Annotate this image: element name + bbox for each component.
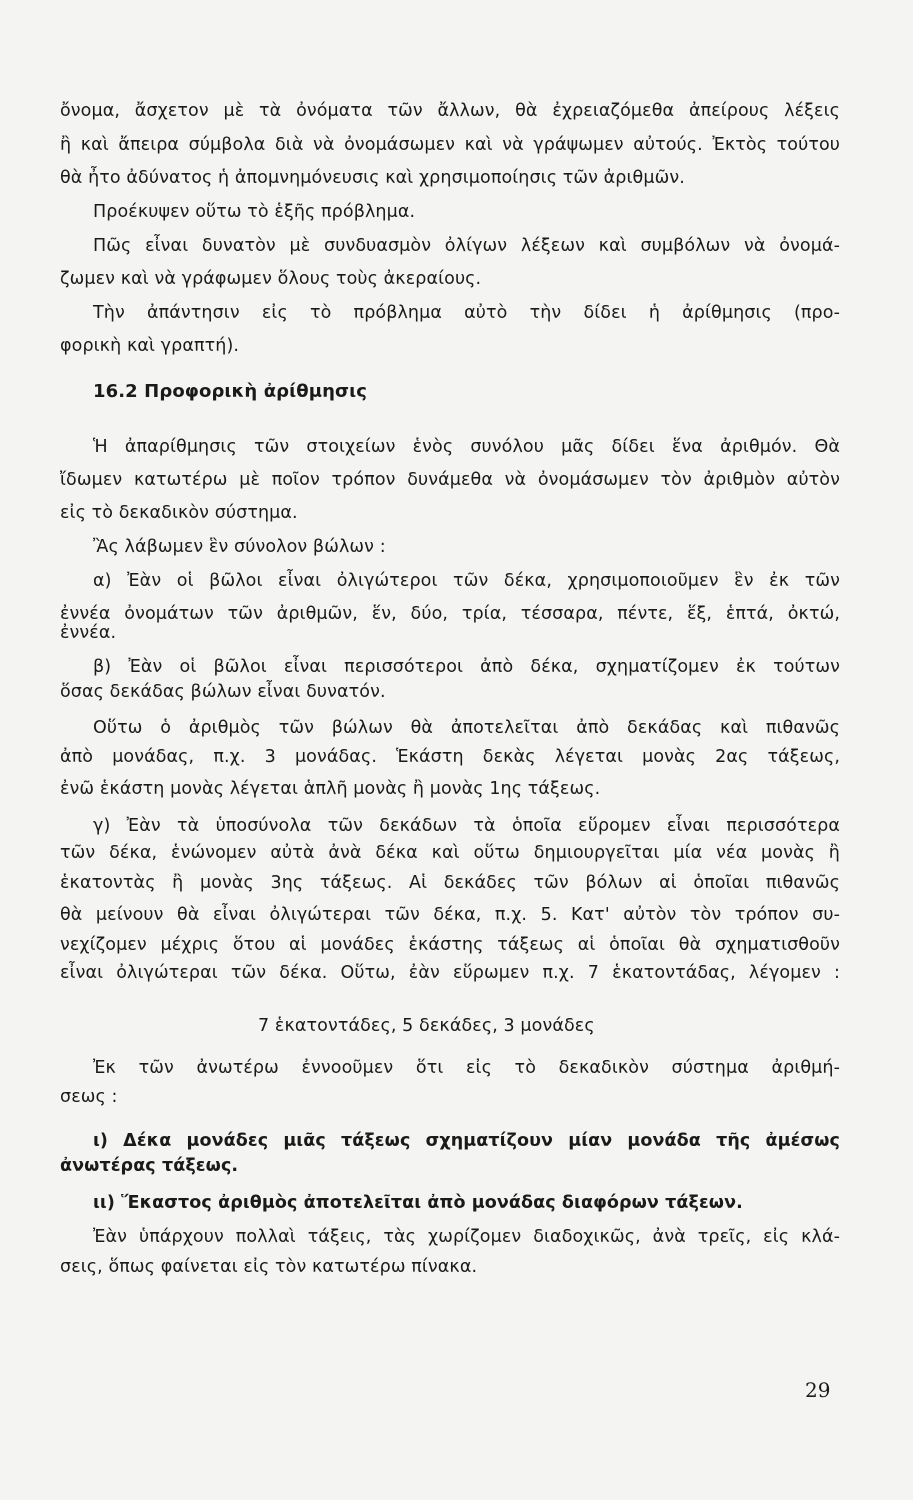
rule-line: ιι) Ἕκαστος ἀριθμὸς ἀποτελεῖται ἀπὸ μονάδας διαφόρων τάξεων. bbox=[93, 1193, 743, 1213]
rule-line: ἀνωτέρας τάξεως. bbox=[60, 1156, 239, 1176]
text-line: σεως : bbox=[60, 1087, 118, 1107]
text-line: Ἐκ τῶν ἀνωτέρω ἐννοοῦμεν ὅτι εἰς τὸ δεκαδικὸν σύστημα ἀριθμή- bbox=[93, 1058, 840, 1078]
text-line: ἐννέα. bbox=[60, 623, 117, 643]
text-line: εἰς τὸ δεκαδικὸν σύστημα. bbox=[60, 503, 298, 523]
text-line: Τὴν ἀπάντησιν εἰς τὸ πρόβλημα αὐτὸ τὴν δίδει ἡ ἀρίθμησις (προ- bbox=[93, 303, 840, 323]
rule-line: ι) Δέκα μονάδες μιᾶς τάξεως σχηματίζουν μίαν μονάδα τῆς ἀμέσως bbox=[93, 1131, 840, 1151]
text-line: τῶν δέκα, ἑνώνομεν αὐτὰ ἀνὰ δέκα καὶ οὕτω δημιουργεῖται μία νέα μονὰς ἢ bbox=[60, 843, 840, 863]
text-line: ὅσας δεκάδας βώλων εἶναι δυνατόν. bbox=[60, 682, 386, 702]
text-line: εἶναι ὀλιγώτεραι τῶν δέκα. Οὕτω, ἐὰν εὕρωμεν π.χ. 7 ἑκατοντάδας, λέγομεν : bbox=[60, 963, 840, 983]
text-line: Ἐὰν ὑπάρχουν πολλαὶ τάξεις, τὰς χωρίζομεν διαδοχικῶς, ἀνὰ τρεῖς, εἰς κλά- bbox=[93, 1227, 840, 1247]
text-line: θὰ ἦτο ἀδύνατος ἡ ἀπομνημόνευσις καὶ χρησιμοποίησις τῶν ἀριθμῶν. bbox=[60, 168, 685, 188]
text-line: ὄνομα, ἄσχετον μὲ τὰ ὀνόματα τῶν ἄλλων, θὰ ἐχρειαζόμεθα ἀπείρους λέξεις bbox=[60, 101, 840, 121]
text-line: ἐννέα ὀνομάτων τῶν ἀριθμῶν, ἕν, δύο, τρία, τέσσαρα, πέντε, ἕξ, ἑπτά, ὀκτώ, bbox=[60, 604, 840, 624]
text-line: ἑκατοντὰς ἢ μονὰς 3ης τάξεως. Αἱ δεκάδες τῶν βόλων αἱ ὁποῖαι πιθανῶς bbox=[60, 873, 840, 893]
text-line: νεχίζομεν μέχρις ὅτου αἱ μονάδες ἑκάστης τάξεως αἱ ὁποῖαι θὰ σχηματισθοῦν bbox=[60, 935, 840, 955]
text-line: α) Ἐὰν οἱ βῶλοι εἶναι ὀλιγώτεροι τῶν δέκα, χρησιμοποιοῦμεν ἓν ἐκ τῶν bbox=[93, 571, 840, 591]
text-line: Πῶς εἶναι δυνατὸν μὲ συνδυασμὸν ὀλίγων λέξεων καὶ συμβόλων νὰ ὀνομά- bbox=[93, 236, 840, 256]
text-line: γ) Ἐὰν τὰ ὑποσύνολα τῶν δεκάδων τὰ ὁποῖα εὕρομεν εἶναι περισσότερα bbox=[93, 816, 840, 836]
text-line: Οὕτω ὁ ἀριθμὸς τῶν βώλων θὰ ἀποτελεῖται ἀπὸ δεκάδας καὶ πιθανῶς bbox=[93, 718, 840, 738]
text-line: σεις, ὅπως φαίνεται εἰς τὸν κατωτέρω πίνακα. bbox=[60, 1257, 478, 1277]
text-line: ἐνῶ ἑκάστη μονὰς λέγεται ἁπλῆ μονὰς ἢ μονὰς 1ης τάξεως. bbox=[60, 779, 601, 799]
text-line: φορικὴ καὶ γραπτή). bbox=[60, 336, 240, 356]
text-line: ἢ καὶ ἄπειρα σύμβολα διὰ νὰ ὀνομάσωμεν καὶ νὰ γράψωμεν αὐτούς. Ἐκτὸς τούτου bbox=[60, 135, 840, 155]
text-line: ἴδωμεν κατωτέρω μὲ ποῖον τρόπον δυνάμεθα νὰ ὀνομάσωμεν τὸν ἀριθμὸν αὐτὸν bbox=[60, 470, 840, 490]
page-number: 29 bbox=[805, 1378, 831, 1402]
text-line: ἀπὸ μονάδας, π.χ. 3 μονάδας. Ἑκάστη δεκὰς λέγεται μονὰς 2ας τάξεως, bbox=[60, 747, 840, 767]
text-line: θὰ μείνουν θὰ εἶναι ὀλιγώτεραι τῶν δέκα, π.χ. 5. Κατ' αὐτὸν τὸν τρόπον συ- bbox=[60, 905, 840, 925]
text-line: Ἡ ἀπαρίθμησις τῶν στοιχείων ἑνὸς συνόλου μᾶς δίδει ἕνα ἀριθμόν. Θὰ bbox=[93, 437, 840, 457]
text-line: Προέκυψεν οὕτω τὸ ἑξῆς πρόβλημα. bbox=[93, 202, 416, 222]
section-heading: 16.2 Προφορικὴ ἀρίθμησις bbox=[93, 381, 367, 402]
example-line: 7 ἑκατοντάδες, 5 δεκάδες, 3 μονάδες bbox=[258, 1016, 595, 1036]
text-line: β) Ἐὰν οἱ βῶλοι εἶναι περισσότεροι ἀπὸ δέκα, σχηματίζομεν ἐκ τούτων bbox=[93, 657, 840, 677]
text-line: Ἂς λάβωμεν ἓν σύνολον βώλων : bbox=[93, 537, 386, 557]
text-line: ζωμεν καὶ νὰ γράφωμεν ὅλους τοὺς ἀκεραίους. bbox=[60, 269, 482, 289]
